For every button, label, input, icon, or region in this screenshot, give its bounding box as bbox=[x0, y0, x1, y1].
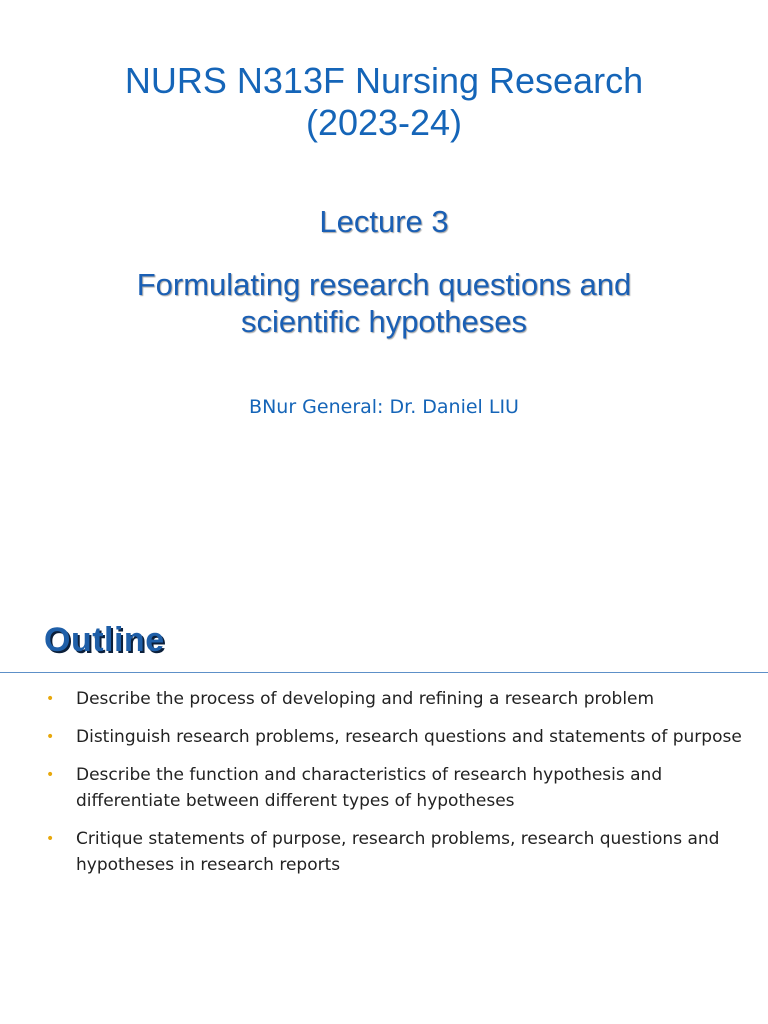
title-divider bbox=[0, 672, 768, 673]
lecture-topic-line: Formulating research questions and bbox=[136, 267, 632, 302]
course-title-line: NURS N313F Nursing Research bbox=[124, 60, 644, 101]
lecture-label: Lecture 3 bbox=[319, 204, 449, 239]
outline-item-text: Distinguish research problems, research questions and statements of purpose bbox=[76, 727, 742, 747]
outline-item-text: Describe the process of developing and refining a research problem bbox=[76, 689, 655, 709]
outline-item bbox=[44, 686, 744, 712]
outline-title: Outline bbox=[44, 621, 165, 659]
bullet-icon: • bbox=[46, 729, 55, 745]
outline-item bbox=[44, 826, 744, 878]
lecture-topic-line: scientific hypotheses bbox=[240, 304, 528, 339]
lecture-topic bbox=[0, 266, 768, 340]
bullet-icon: • bbox=[46, 767, 55, 783]
outline-item-text: Critique statements of purpose, research problems, research questions and hypotheses in research reports bbox=[76, 829, 720, 875]
outline-item bbox=[44, 762, 744, 814]
outline-slide bbox=[0, 576, 768, 1024]
bullet-icon: • bbox=[46, 691, 55, 707]
outline-list bbox=[44, 686, 744, 890]
lecturer-name: BNur General: Dr. Daniel LIU bbox=[249, 396, 519, 418]
bullet-icon: • bbox=[46, 831, 55, 847]
course-title-line: (2023-24) bbox=[305, 102, 463, 143]
outline-item-text: Describe the function and characteristics of research hypothesis and differentiate between different types of hypotheses bbox=[76, 765, 663, 811]
outline-item bbox=[44, 724, 744, 750]
course-title bbox=[0, 60, 768, 144]
